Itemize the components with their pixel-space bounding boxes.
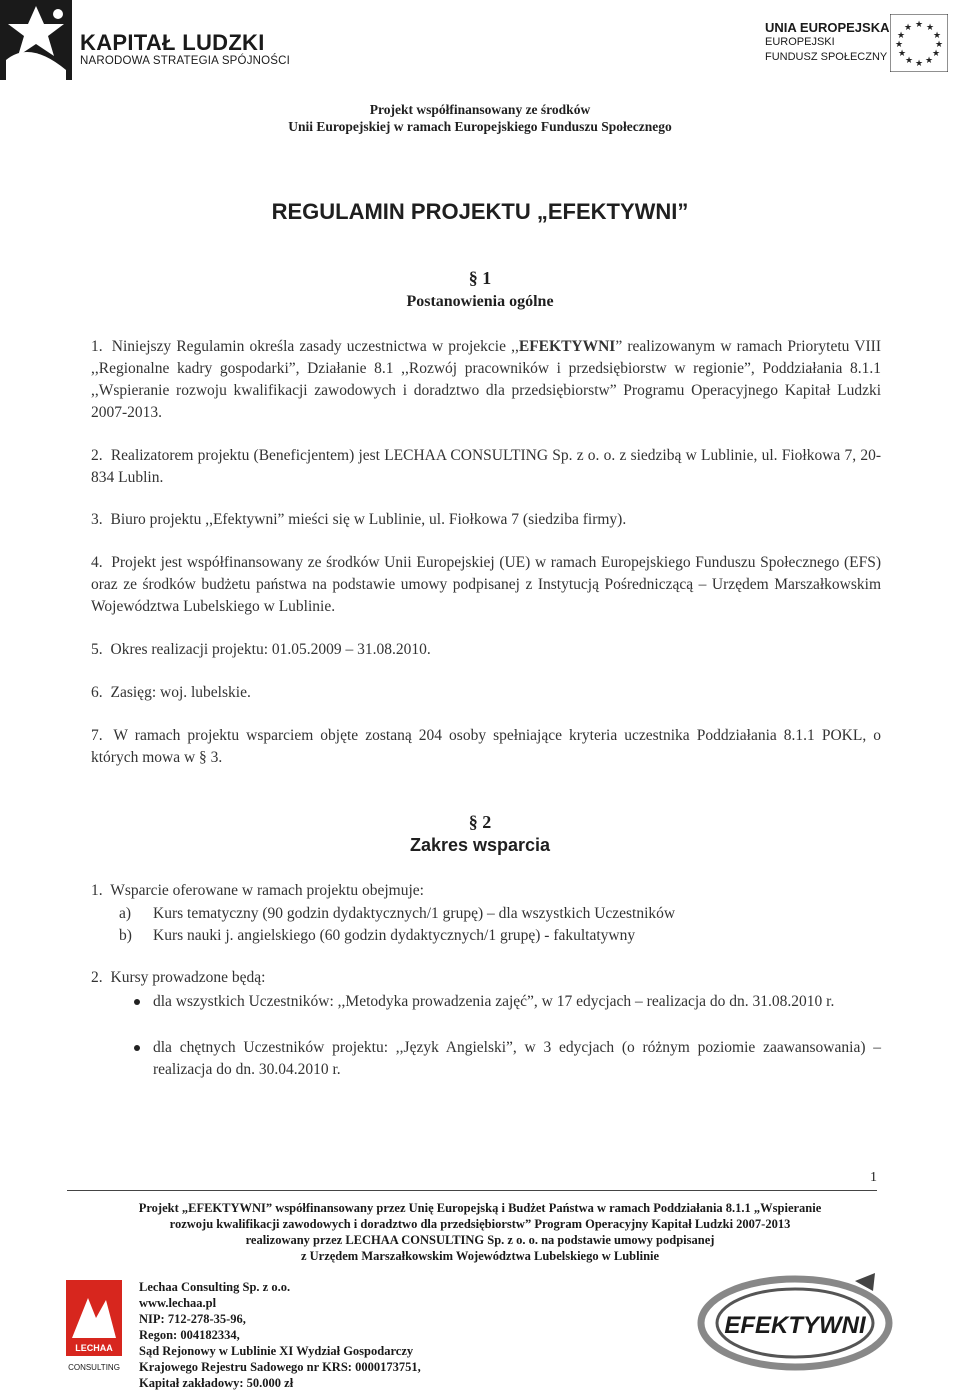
ue-text-block <box>765 20 889 65</box>
ue-name: UNIA EUROPEJSKA <box>765 20 890 35</box>
kapital-ludzki-subtitle: NARODOWA STRATEGIA SPÓJNOŚCI <box>80 55 291 67</box>
s1-p7-num: 7. <box>91 727 103 744</box>
footer-note <box>60 1200 900 1264</box>
s2-bullet-2-text: dla chętnych Uczestników projektu: ,,Język Angielski”, w 3 edycjach (o różnym poziomie zaawansowania) – realizacja do dn. 30.04.2010 r. <box>153 1039 881 1078</box>
s1-p3-num: 3. <box>91 511 103 528</box>
kapital-ludzki-title: KAPITAŁ LUDZKI <box>80 30 265 55</box>
s1-p2-num: 2. <box>91 447 103 464</box>
svg-text:★: ★ <box>903 22 913 32</box>
s2-bullet-1 <box>136 991 881 1013</box>
footer-line-4: z Urzędem Marszałkowskim Województwa Lubelskiego w Lublinie <box>300 1249 660 1263</box>
s1-p4-text: Projekt jest współfinansowany ze środków Unii Europejskiej (UE) w ramach Europejskiego Funduszu Społecznego (EFS) oraz ze środków budżetu państwa na podstawie umowy podpisanej z Instytucją Pośredniczącą – Urzędem Marszałkowskim Województwa Lubelskiego w Lublinie. <box>91 554 881 615</box>
s2-item-b <box>119 925 879 947</box>
svg-text:★: ★ <box>894 39 904 49</box>
svg-text:★: ★ <box>925 22 935 32</box>
document-title: REGULAMIN PROJEKTU „EFEKTYWNI” <box>271 199 689 224</box>
company-name: Lechaa Consulting Sp. z o.o. <box>139 1280 291 1294</box>
s2-p2-num: 2. <box>91 969 103 986</box>
eu-flag-icon <box>890 14 948 72</box>
s1-paragraph-2 <box>91 445 881 489</box>
page-number: 1 <box>870 1170 877 1185</box>
lechaa-logo-text: LECHAA <box>75 1343 113 1353</box>
efektywni-logo-text: EFEKTYWNI <box>724 1312 866 1339</box>
section-2-title: Zakres wsparcia <box>409 835 551 855</box>
s2-item-a <box>119 903 879 925</box>
bullet-dot-icon <box>134 999 140 1005</box>
company-nip: NIP: 712-278-35-96, <box>139 1312 246 1326</box>
svg-text:★: ★ <box>932 30 942 40</box>
cofin-line-2: Unii Europejskiej w ramach Europejskiego Funduszu Społecznego <box>288 119 672 134</box>
cofinancing-note <box>0 101 960 135</box>
svg-text:★: ★ <box>914 19 924 29</box>
company-website[interactable]: www.lechaa.pl <box>139 1296 217 1310</box>
ue-line-2: FUNDUSZ SPOŁECZNY <box>765 51 888 63</box>
company-court: Sąd Rejonowy w Lublinie XI Wydział Gospodarczy <box>139 1344 414 1358</box>
s2-p1-text: Wsparcie oferowane w ramach projektu obejmuje: <box>110 882 424 899</box>
svg-text:★: ★ <box>924 55 934 65</box>
s1-p2-text: Realizatorem projektu (Beneficjentem) jest LECHAA CONSULTING Sp. z o. o. z siedzibą w Lublinie, ul. Fiołkowa 7, 20-834 Lublin. <box>91 447 882 486</box>
s1-paragraph-1 <box>91 336 881 424</box>
svg-text:★: ★ <box>897 48 907 58</box>
company-info <box>139 1279 421 1391</box>
svg-text:★: ★ <box>904 55 914 65</box>
ue-line-1: EUROPEJSKI <box>765 36 835 48</box>
cofin-line-1: Projekt współfinansowany ze środków <box>369 102 591 117</box>
s1-p5-text: Okres realizacji projektu: 01.05.2009 – 31.08.2010. <box>110 641 431 658</box>
company-regon: Regon: 004182334, <box>139 1328 240 1342</box>
s2-item-b-label: b) <box>119 927 132 944</box>
s2-item-b-text: Kurs nauki j. angielskiego (60 godzin dydaktycznych/1 grupę) - fakultatywny <box>153 927 636 944</box>
s2-item-a-label: a) <box>119 905 132 922</box>
company-krs: Krajowego Rejestru Sadowego nr KRS: 0000173751, <box>139 1360 421 1374</box>
company-capital: Kapitał zakładowy: 50.000 zł <box>139 1376 294 1390</box>
lechaa-logo-sub: CONSULTING <box>68 1363 120 1372</box>
lechaa-logo <box>62 1278 126 1378</box>
efektywni-logo <box>695 1265 895 1375</box>
s1-p1-num: 1. <box>91 338 103 355</box>
s1-p5-num: 5. <box>91 641 103 658</box>
s1-paragraph-3 <box>91 509 881 531</box>
s1-p3-text: Biuro projektu ,,Efektywni” mieści się w Lublinie, ul. Fiołkowa 7 (siedziba firmy). <box>110 511 627 528</box>
s1-p6-text: Zasięg: woj. lubelskie. <box>110 684 251 701</box>
footer-divider <box>67 1190 877 1191</box>
s1-paragraph-7 <box>91 725 881 769</box>
s1-p1-bold: EFEKTYWNI <box>518 338 616 355</box>
s1-p6-num: 6. <box>91 684 103 701</box>
s1-paragraph-5 <box>91 639 881 661</box>
footer-line-1: Projekt „EFEKTYWNI” współfinansowany przez Unię Europejską i Budżet Państwa w ramach Poddziałania 8.1.1 „Wspieranie <box>138 1201 822 1215</box>
svg-text:★: ★ <box>914 58 924 68</box>
s1-paragraph-4 <box>91 552 881 618</box>
s1-p1-text-b: ” realizowanym w ramach Priorytetu VIII ,,Regionalne kadry gospodarki”, Działanie 8.1 ,,Rozwój pracowników i przedsiębiorstw w regionie”, Poddziałania 8.1.1 ,,Wspieranie rozwoju kwalifikacji zawodowych i doradztwo dla przedsiębiorstw” Programu Operacyjnego Kapitał Ludzki 2007-2013. <box>91 338 881 421</box>
s2-item-a-text: Kurs tematyczny (90 godzin dydaktycznych/1 grupę) – dla wszystkich Uczestników <box>153 905 676 922</box>
s2-p1-num: 1. <box>91 882 103 899</box>
s1-p1-text-a: Niniejszy Regulamin określa zasady uczestnictwa w projekcie ,, <box>111 338 519 355</box>
s1-p4-num: 4. <box>91 554 103 571</box>
s2-p2-text: Kursy prowadzone będą: <box>110 969 266 986</box>
section-2-sign: § 2 <box>468 812 492 832</box>
footer-line-3: realizowany przez LECHAA CONSULTING Sp. z o. o. na podstawie umowy podpisanej <box>245 1233 715 1247</box>
footer-line-2: rozwoju kwalifikacji zawodowych i doradztwo dla przedsiębiorstw” Program Operacyjny Kapitał Ludzki 2007-2013 <box>169 1217 791 1231</box>
svg-text:★: ★ <box>931 48 941 58</box>
s1-paragraph-6 <box>91 682 881 704</box>
bullet-dot-icon <box>134 1045 140 1051</box>
svg-text:★: ★ <box>934 39 944 49</box>
section-1-sign: § 1 <box>468 268 492 288</box>
s2-bullet-1-text: dla wszystkich Uczestników: ,,Metodyka prowadzenia zajęć”, w 17 edycjach – realizacja do dn. 31.08.2010 r. <box>153 993 835 1010</box>
section-1-title: Postanowienia ogólne <box>406 293 554 310</box>
s1-p7-text: W ramach projektu wsparciem objęte zostaną 204 osoby spełniające kryteria uczestnika Poddziałania 8.1.1 POKL, o których mowa w § 3. <box>91 727 881 766</box>
svg-text:★: ★ <box>896 30 906 40</box>
s2-bullet-2 <box>136 1037 881 1081</box>
s2-paragraph-2 <box>91 967 881 989</box>
s2-paragraph-1 <box>91 880 881 902</box>
